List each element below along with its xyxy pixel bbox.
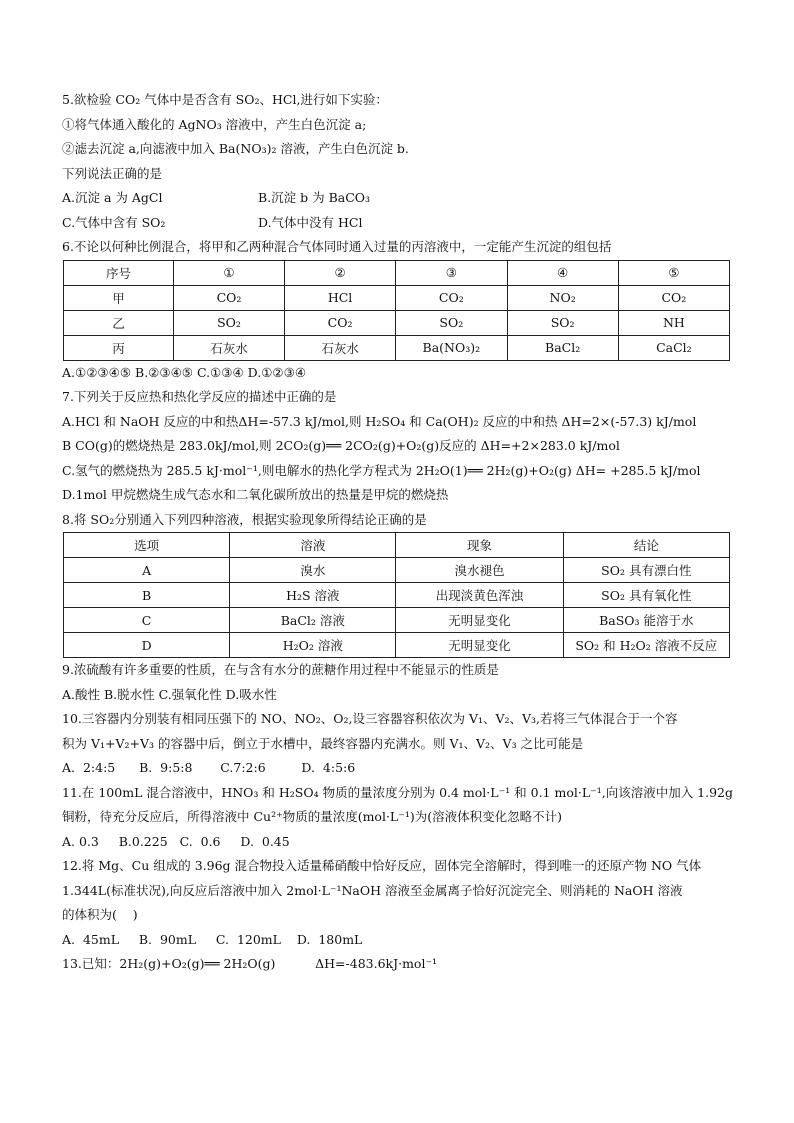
q8-table <box>63 532 730 658</box>
table-row <box>64 558 730 583</box>
q5-option-c: C.气体中含有 SO₂ <box>62 214 166 230</box>
q9-stem: 9.浓硫酸有许多重要的性质，在与含有水分的蔗糖作用过程中不能显示的性质是 <box>62 662 499 677</box>
table-cell: 无明显变化 <box>396 633 563 658</box>
table-cell: H₂S 溶液 <box>230 583 396 608</box>
table-cell: CaCl₂ <box>618 335 729 360</box>
table-cell: CO₂ <box>173 285 284 310</box>
table-cell: 石灰水 <box>285 335 396 360</box>
q10-options: A. 2:4:5 B. 9:5:8 C.7:2:6 D. 4:5:6 <box>62 760 356 775</box>
table-row <box>64 608 730 633</box>
q10-line2: 积为 V₁+V₂+V₃ 的容器中后，倒立于水槽中，最终容器内充满水。则 V₁、V₂、V₃ 之比可能是 <box>62 735 584 751</box>
q5-step1: ①将气体通入酸化的 AgNO₃ 溶液中，产生白色沉淀 a; <box>62 116 367 132</box>
table-cell: SO₂ 具有氧化性 <box>563 583 729 608</box>
q8-table-header <box>64 533 730 558</box>
q6-header-cell: 序号 <box>64 260 174 285</box>
q5-options-row2 <box>62 211 732 236</box>
q6-header-cell: ① <box>173 260 284 285</box>
q12-options: A. 45mL B. 90mL C. 120mL D. 180mL <box>62 931 363 947</box>
table-cell: HCl <box>285 285 396 310</box>
table-cell: 甲 <box>64 285 174 310</box>
q8-header-cell: 选项 <box>64 533 230 558</box>
table-cell: D <box>64 633 230 658</box>
table-cell: CO₂ <box>396 285 507 310</box>
q8-stem: 8.将 SO₂分别通入下列四种溶液，根据实验现象所得结论正确的是 <box>62 511 427 527</box>
table-cell: SO₂ <box>507 310 618 335</box>
table-cell: A <box>64 558 230 583</box>
q5-stem: 5.欲检验 CO₂ 气体中是否含有 SO₂、HCl,进行如下实验： <box>62 92 388 107</box>
q8-header-cell: 溶液 <box>230 533 396 558</box>
q11-options: A. 0.3 B.0.225 C. 0.6 D. 0.45 <box>62 833 290 849</box>
table-cell: SO₂ <box>173 310 284 335</box>
table-cell: NH <box>618 310 729 335</box>
table-cell: 溴水褪色 <box>396 558 563 583</box>
table-cell: 丙 <box>64 335 174 360</box>
table-cell: BaSO₃ 能溶于水 <box>563 608 729 633</box>
table-cell: SO₂ <box>396 310 507 335</box>
table-cell: 石灰水 <box>173 335 284 360</box>
q6-table-header <box>64 260 730 285</box>
table-cell: BaCl₂ <box>507 335 618 360</box>
q12-line1: 12.将 Mg、Cu 组成的 3.96g 混合物投入适量稀硝酸中恰好反应，固体完全溶解时，得到唯一的还原产物 NO 气体 <box>62 858 702 873</box>
q5-option-b: B.沉淀 b 为 BaCO₃ <box>258 190 371 205</box>
q6-table <box>63 260 730 361</box>
table-cell: 乙 <box>64 310 174 335</box>
q6-header-cell: ⑤ <box>618 260 729 285</box>
table-cell: B <box>64 583 230 608</box>
table-cell: BaCl₂ 溶液 <box>230 608 396 633</box>
table-cell: CO₂ <box>618 285 729 310</box>
table-cell: C <box>64 608 230 633</box>
q7-option-a: A.HCl 和 NaOH 反应的中和热ΔH=-57.3 kJ/mol,则 H₂SO₄ 和 Ca(OH)₂ 反应的中和热 ΔH=2×(-57.3) kJ/mol <box>62 413 697 429</box>
q13-stem: 13.已知：2H₂(g)+O₂(g)══ 2H₂O(g) ΔH=-483.6kJ·mol⁻¹ <box>62 956 438 971</box>
q5-options-row1 <box>62 186 732 211</box>
table-cell: CO₂ <box>285 310 396 335</box>
q8-header-cell: 现象 <box>396 533 563 558</box>
q6-header-cell: ④ <box>507 260 618 285</box>
q7-option-b: B CO(g)的燃烧热是 283.0kJ/mol,则 2CO₂(g)══ 2CO₂(g)+O₂(g)反应的 ΔH=+2×283.0 kJ/mol <box>62 438 620 453</box>
q6-header-cell: ② <box>285 260 396 285</box>
table-cell: 溴水 <box>230 558 396 583</box>
q6-stem: 6.不论以何种比例混合，将甲和乙两种混合气体同时通入过量的丙溶液中，一定能产生沉淀的组包括 <box>62 239 612 254</box>
table-cell: 无明显变化 <box>396 608 563 633</box>
table-row <box>64 335 730 360</box>
q7-option-d: D.1mol 甲烷燃烧生成气态水和二氧化碳所放出的热量是甲烷的燃烧热 <box>62 487 449 502</box>
q10-line1: 10.三容器内分别装有相同压强下的 NO、NO₂、O₂,设三容器容积依次为 V₁、V₂、V₃,若将三气体混合于一个容 <box>62 711 678 726</box>
table-cell: Ba(NO₃)₂ <box>396 335 507 360</box>
q11-line2: 铜粉，待充分反应后，所得溶液中 Cu²⁺物质的量浓度(mol·L⁻¹)为(溶液体积变化忽略不计) <box>62 809 562 824</box>
q5-ask: 下列说法正确的是 <box>62 165 163 181</box>
q6-options: A.①②③④⑤ B.②③④⑤ C.①③④ D.①②③④ <box>62 364 307 380</box>
q7-stem: 7.下列关于反应热和热化学反应的描述中正确的是 <box>62 389 337 404</box>
q5-option-d: D.气体中没有 HCl <box>258 214 363 230</box>
q7-option-c: C.氢气的燃烧热为 285.5 kJ·mol⁻¹,则电解水的热化学方程式为 2H₂O(1)══ 2H₂(g)+O₂(g) ΔH= +285.5 kJ/mol <box>62 462 701 478</box>
q9-options: A.酸性 B.脱水性 C.强氧化性 D.吸水性 <box>62 686 277 702</box>
table-cell: 出现淡黄色浑浊 <box>396 583 563 608</box>
q5-option-a: A.沉淀 a 为 AgCl <box>62 190 163 205</box>
q6-header-cell: ③ <box>396 260 507 285</box>
table-cell: H₂O₂ 溶液 <box>230 633 396 658</box>
q11-line1: 11.在 100mL 混合溶液中，HNO₃ 和 H₂SO₄ 物质的量浓度分别为 0.4 mol·L⁻¹ 和 0.1 mol·L⁻¹,向该溶液中加入 1.92g <box>62 784 734 800</box>
table-cell: SO₂ 具有漂白性 <box>563 558 729 583</box>
q12-line2: 1.344L(标准状况),向反应后溶液中加入 2mol·L⁻¹NaOH 溶液至金属离子恰好沉淀完全、则消耗的 NaOH 溶液 <box>62 882 683 898</box>
table-row <box>64 310 730 335</box>
q8-header-cell: 结论 <box>563 533 729 558</box>
q12-line3: 的体积为( ) <box>62 907 138 922</box>
table-row <box>64 285 730 310</box>
table-cell: NO₂ <box>507 285 618 310</box>
table-row <box>64 583 730 608</box>
table-cell: SO₂ 和 H₂O₂ 溶液不反应 <box>563 633 729 658</box>
exam-page <box>62 88 732 977</box>
q5-step2: ②滤去沉淀 a,向滤液中加入 Ba(NO₃)₂ 溶液，产生白色沉淀 b. <box>62 141 409 156</box>
table-row <box>64 633 730 658</box>
